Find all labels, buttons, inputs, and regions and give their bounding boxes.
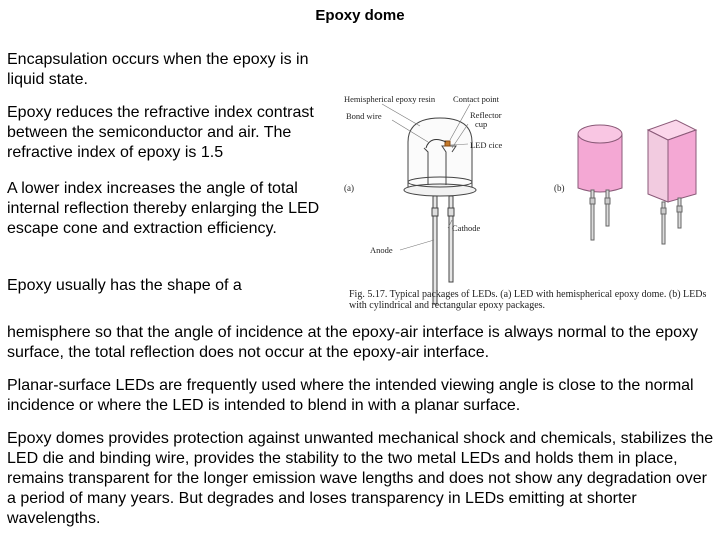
- led-package-diagram: [340, 90, 715, 312]
- paragraph-hemisphere: hemisphere so that the angle of incidence at the epoxy-air interface is always normal to the epoxy surface, the total reflection does not occur at the epoxy-air interface.: [7, 324, 699, 361]
- label-reflector: Reflector: [470, 110, 502, 120]
- label-cup: cup: [475, 119, 488, 129]
- rectangular-led-drawing: [648, 120, 696, 244]
- paragraph-encapsulation: Encapsulation occurs when the epoxy is in liquid state.: [7, 51, 309, 88]
- paragraph-lower-index: A lower index increases the angle of total internal reflection thereby enlarging the LED escape cone and extraction efficiency.: [7, 180, 320, 237]
- paragraph-epoxy-protection: Epoxy domes provides protection against unwanted mechanical shock and chemicals, stabilizes the LED die and binding wire, provides the stability to the two metal LEDs and holds them in place, remains transparent for the longer emission wave lengths and does not show any degradation over a period of many years. But degrades and loses transparency in LEDs emitting at shorter wavelengths.: [7, 430, 714, 527]
- figure-caption: [349, 289, 715, 311]
- label-hemispherical-epoxy-resin: Hemispherical epoxy resin: [344, 94, 436, 104]
- led-package-figure: [340, 90, 715, 312]
- figure-caption-line-2: with cylindrical and rectangular epoxy packages.: [349, 300, 546, 311]
- figure-caption-line-1: Fig. 5.17. Typical packages of LEDs. (a) LED with hemispherical epoxy dome. (b) LEDs: [349, 289, 707, 300]
- paragraph-planar-surface: Planar-surface LEDs are frequently used where the intended viewing angle is close to the normal incidence or where the LED is intended to blend in with a planar surface.: [7, 377, 694, 414]
- paragraph-epoxy-shape: Epoxy usually has the shape of a: [7, 277, 242, 294]
- label-anode: Anode: [370, 245, 393, 255]
- cylindrical-led-drawing: [578, 125, 622, 240]
- label-led-chip: LED cice: [470, 140, 503, 150]
- label-panel-b: (b): [554, 183, 565, 193]
- paragraph-refractive-index: Epoxy reduces the refractive index contrast between the semiconductor and air. The refractive index of epoxy is 1.5: [7, 104, 314, 161]
- label-contact-point: Contact point: [453, 94, 500, 104]
- label-cathode: Cathode: [452, 223, 481, 233]
- hemispherical-led-drawing: [382, 104, 476, 304]
- label-bond-wire: Bond wire: [346, 111, 382, 121]
- slide-title: Epoxy dome: [315, 7, 405, 24]
- label-panel-a: (a): [344, 183, 354, 193]
